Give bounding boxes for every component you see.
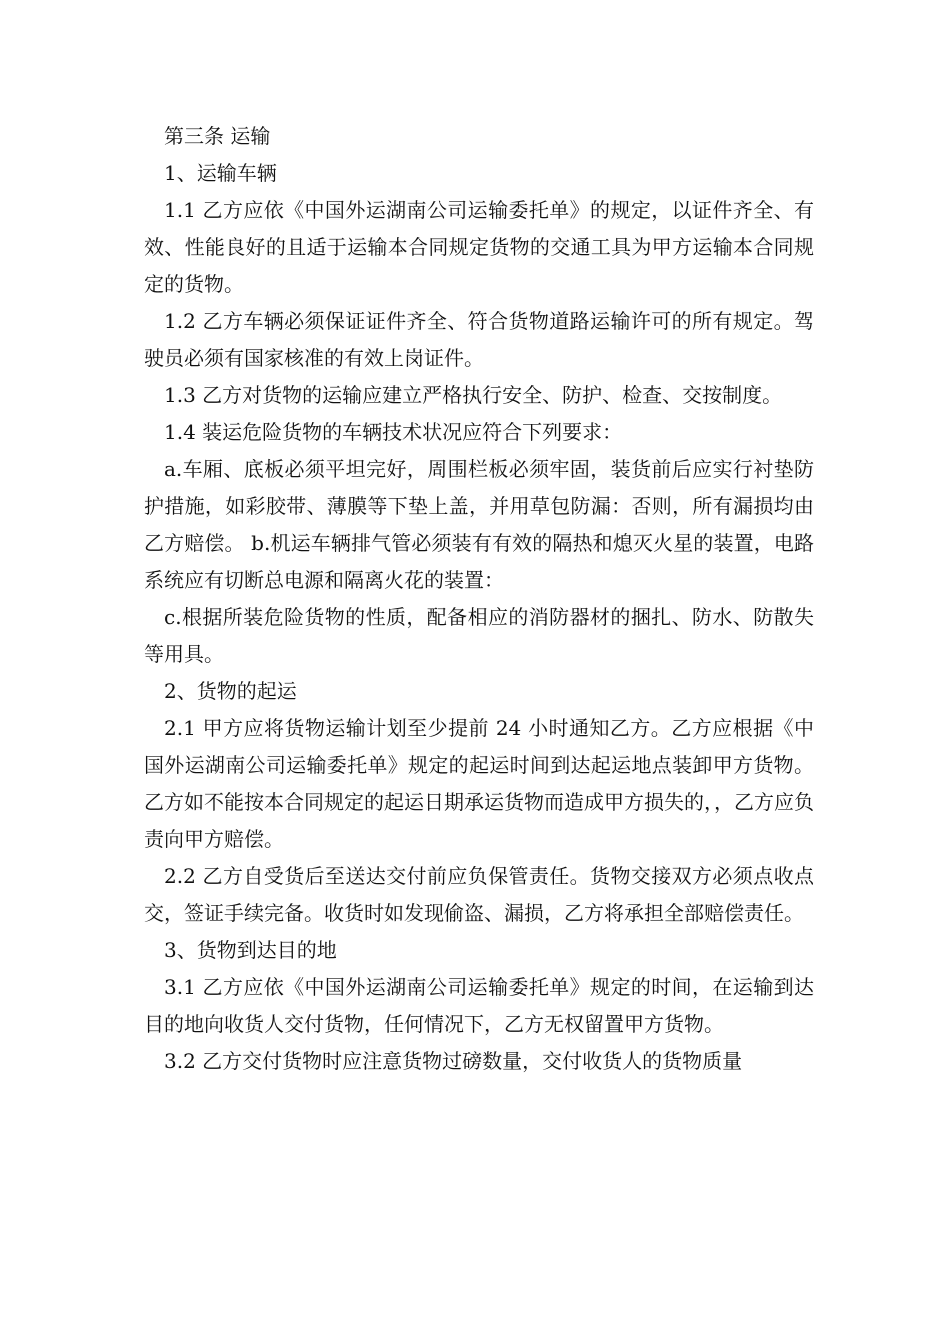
document-body [144,118,814,1080]
clause-1-3: 1.3 乙方对货物的运输应建立严格执行安全、防护、检查、交按制度。 [164,383,783,407]
clause-1-4-c: c.根据所装危险货物的性质，配备相应的消防器材的捆扎、防水、防散失等用具。 [144,605,814,666]
clause-2-2: 2.2 乙方自受货后至送达交付前应负保管责任。货物交接双方必须点收点交，签证手续完备。收货时如发现偷盗、漏损，乙方将承担全部赔偿责任。 [144,864,814,925]
section-heading-vehicles: 1、运输车辆 [164,161,277,185]
clause-3-2: 3.2 乙方交付货物时应注意货物过磅数量，交付收货人的货物质量 [164,1049,743,1073]
clause-1-2: 1.2 乙方车辆必须保证证件齐全、符合货物道路运输许可的所有规定。驾驶员必须有国家核准的有效上岗证件。 [144,309,814,370]
clause-1-4-a-b: a.车厢、底板必须平坦完好，周围栏板必须牢固，装货前后应实行衬垫防护措施，如彩胶带、薄膜等下垫上盖，并用草包防漏：否则，所有漏损均由乙方赔偿。 b.机运车辆排气管必须装有有效的隔热和熄灭火星的装置，电路系统应有切断总电源和隔离火花的装置： [144,457,814,592]
article-heading: 第三条 运输 [164,124,271,148]
clause-3-1: 3.1 乙方应依《中国外运湖南公司运输委托单》规定的时间，在运输到达目的地向收货人交付货物，任何情况下，乙方无权留置甲方货物。 [144,975,814,1036]
section-heading-arrival: 3、货物到达目的地 [164,938,337,962]
clause-2-1: 2.1 甲方应将货物运输计划至少提前 24 小时通知乙方。乙方应根据《中国外运湖南公司运输委托单》规定的起运时间到达起运地点装卸甲方货物。乙方如不能按本合同规定的起运日期承运货物而造成甲方损失的，，乙方应负责向甲方赔偿。 [144,716,814,851]
clause-1-1: 1.1 乙方应依《中国外运湖南公司运输委托单》的规定，以证件齐全、有效、性能良好的且适于运输本合同规定货物的交通工具为甲方运输本合同规定的货物。 [144,198,814,296]
clause-1-4: 1.4 装运危险货物的车辆技术状况应符合下列要求： [164,420,623,444]
section-heading-dispatch: 2、货物的起运 [164,679,297,703]
